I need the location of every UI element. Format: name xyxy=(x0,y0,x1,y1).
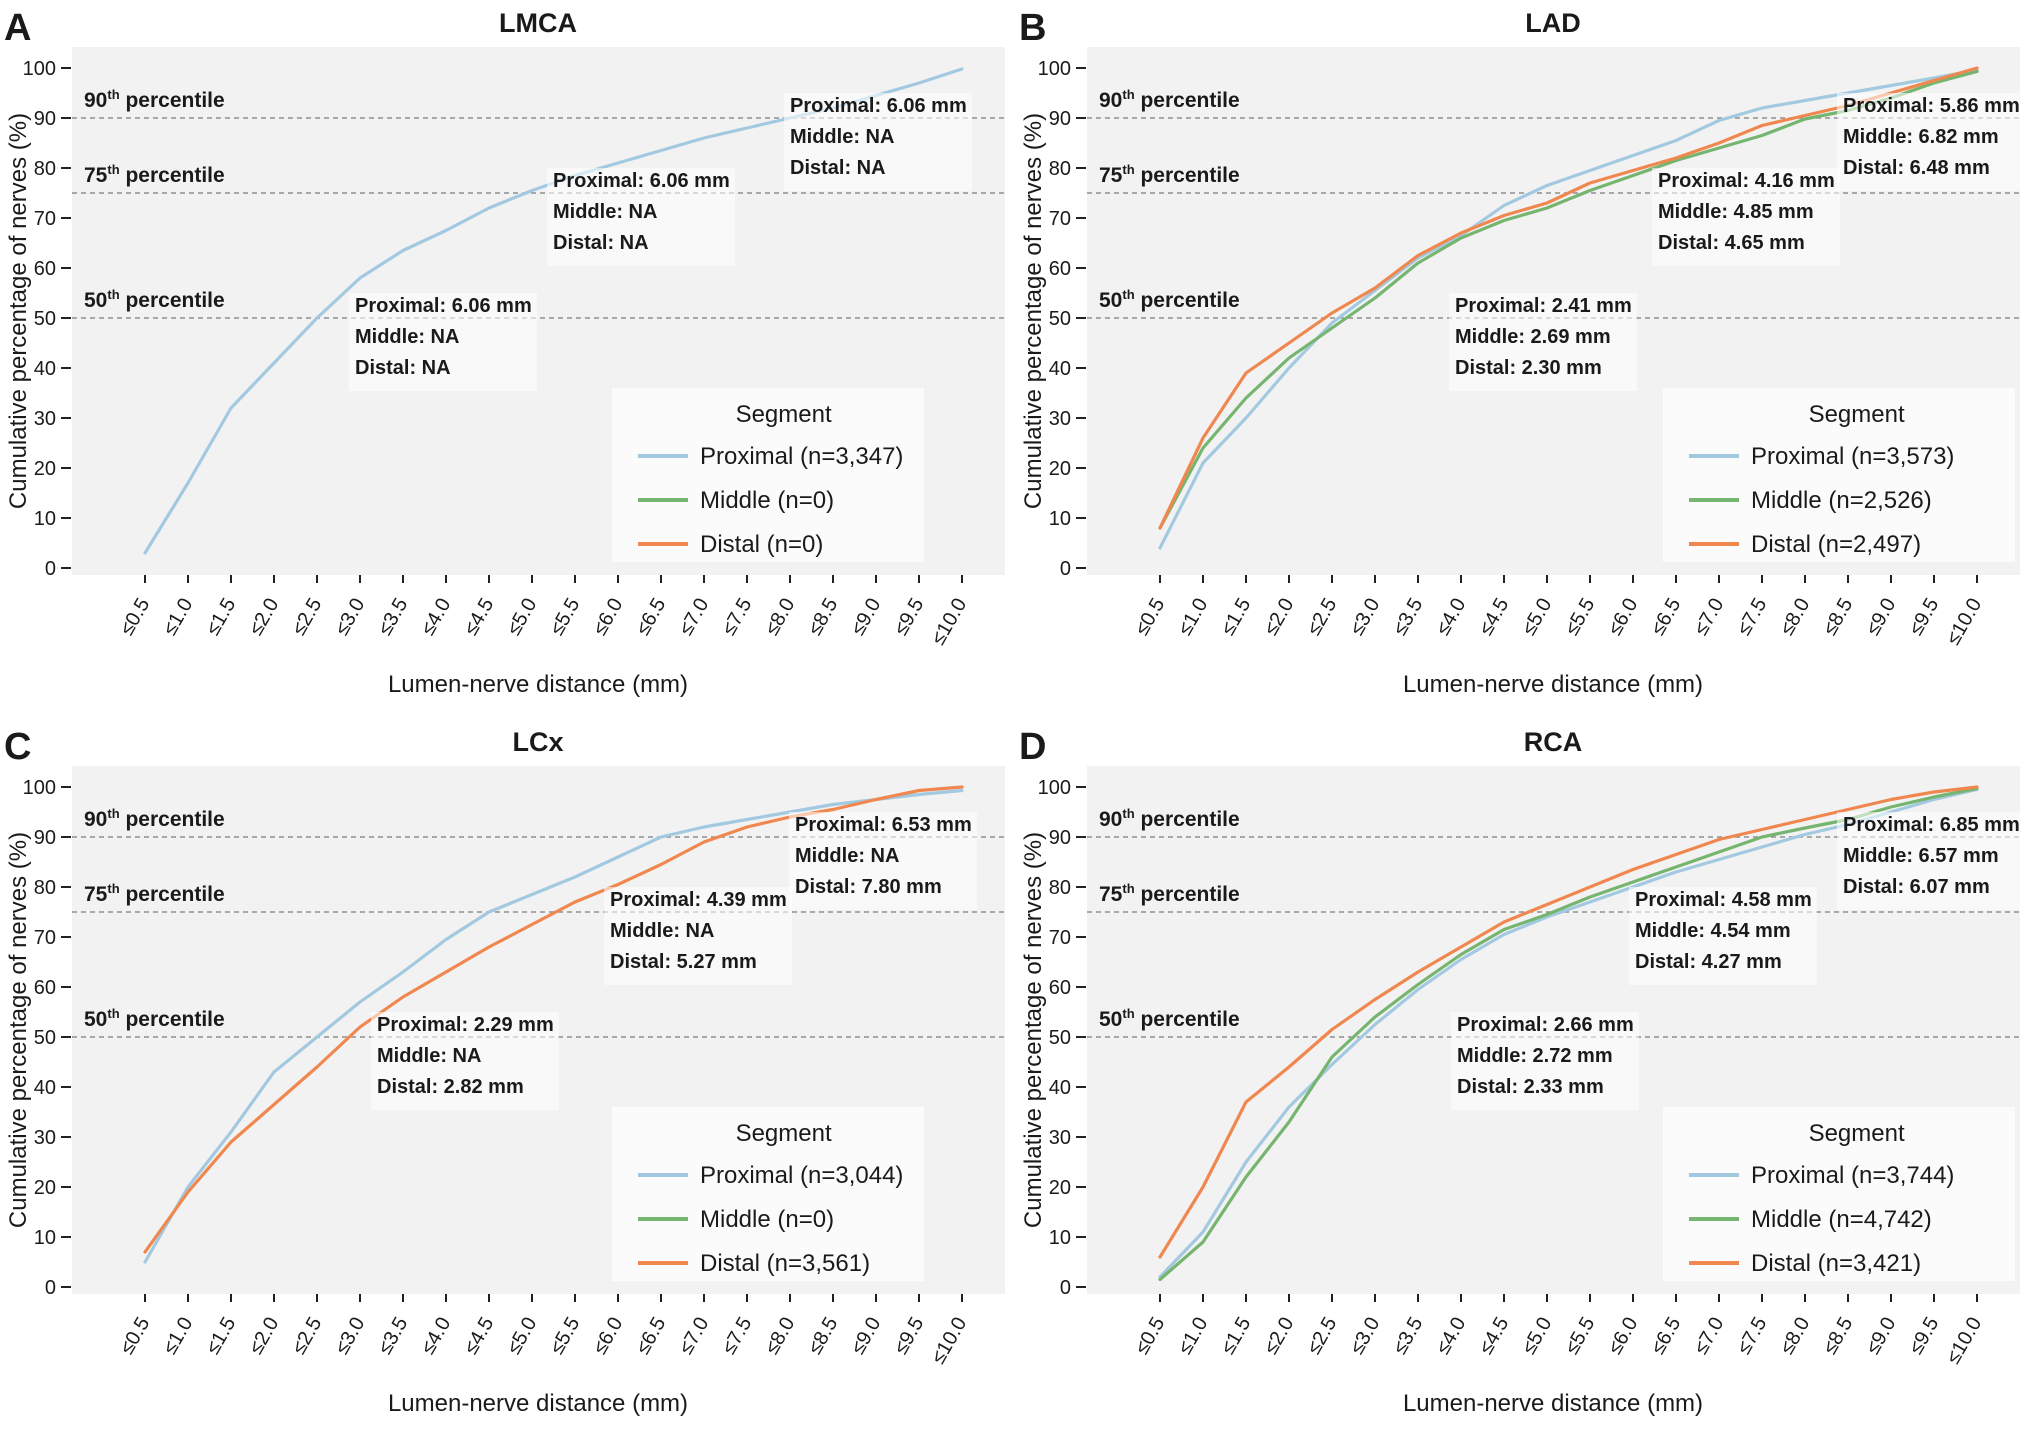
y-tick-label: 60 xyxy=(33,258,56,280)
y-tick-label: 70 xyxy=(33,208,56,230)
percentile-label-superscript: th xyxy=(1122,1006,1135,1021)
x-tick-label: ≤4.0 xyxy=(416,1313,456,1359)
x-tick-label: ≤6.0 xyxy=(1603,1313,1643,1359)
annotation-p75-line: Middle: 4.54 mm xyxy=(1635,920,1791,942)
percentile-label-number: 50 xyxy=(84,289,108,312)
y-tick-label: 90 xyxy=(1048,108,1071,130)
percentile-label-superscript: th xyxy=(1122,806,1135,821)
y-tick-label: 90 xyxy=(33,827,56,849)
percentile-label-superscript: th xyxy=(107,1006,120,1021)
x-tick-label: ≤0.5 xyxy=(115,1313,155,1359)
annotation-p90-line: Distal: 6.07 mm xyxy=(1843,876,1990,898)
annotation-p90-line: Middle: 6.57 mm xyxy=(1843,845,1999,867)
panel-title: LMCA xyxy=(499,8,577,38)
annotation-p75-line: Proximal: 4.58 mm xyxy=(1635,889,1812,911)
y-axis-title: Cumulative percentage of nerves (%) xyxy=(5,112,32,510)
annotation-p50-line: Middle: NA xyxy=(355,326,460,348)
x-tick-label: ≤2.0 xyxy=(244,1313,284,1359)
x-tick-label: ≤4.0 xyxy=(1431,594,1471,640)
legend-label-proximal: Proximal (n=3,573) xyxy=(1751,443,1955,470)
x-tick-label: ≤3.5 xyxy=(1388,594,1428,640)
y-tick-label: 100 xyxy=(1037,777,1071,799)
x-tick-label: ≤9.0 xyxy=(1861,594,1901,640)
y-tick-label: 0 xyxy=(1059,1277,1071,1299)
legend-title: Segment xyxy=(735,1120,832,1147)
legend-label-middle: Middle (n=0) xyxy=(700,487,835,514)
x-tick-label: ≤6.0 xyxy=(588,1313,628,1359)
x-tick-label: ≤2.0 xyxy=(1259,1313,1299,1359)
legend-label-proximal: Proximal (n=3,744) xyxy=(1751,1162,1955,1189)
y-tick-label: 10 xyxy=(33,1227,56,1249)
x-tick-label: ≤4.5 xyxy=(459,1313,499,1359)
x-tick-label: ≤5.5 xyxy=(1560,1313,1600,1359)
percentile-label-superscript: th xyxy=(1122,287,1135,302)
panel-lcx xyxy=(0,719,1015,1438)
y-tick-label: 10 xyxy=(1048,508,1071,530)
x-tick-label: ≤10.0 xyxy=(927,594,972,649)
x-tick-label: ≤1.0 xyxy=(1173,1313,1213,1359)
y-tick-label: 70 xyxy=(1048,927,1071,949)
x-tick-label: ≤4.5 xyxy=(1474,1313,1514,1359)
percentile-label-text: percentile xyxy=(1134,1008,1240,1031)
annotation-p75-line: Proximal: 4.39 mm xyxy=(610,889,787,911)
annotation-p50-line: Distal: NA xyxy=(355,357,451,379)
y-tick-label: 0 xyxy=(44,1277,56,1299)
y-tick-label: 80 xyxy=(1048,158,1071,180)
x-tick-label: ≤1.5 xyxy=(1216,594,1256,640)
y-tick-label: 40 xyxy=(33,1077,56,1099)
annotation-p50-line: Middle: 2.69 mm xyxy=(1455,326,1611,348)
x-tick-label: ≤5.5 xyxy=(545,594,585,640)
y-axis-title: Cumulative percentage of nerves (%) xyxy=(1020,831,1047,1229)
annotation-p50-line: Proximal: 2.41 mm xyxy=(1455,295,1632,317)
y-tick-label: 30 xyxy=(1048,408,1071,430)
annotation-p50-line: Middle: NA xyxy=(377,1045,482,1067)
x-tick-label: ≤7.5 xyxy=(1732,594,1772,640)
percentile-label-number: 75 xyxy=(1099,164,1123,187)
y-tick-label: 60 xyxy=(1048,258,1071,280)
y-tick-label: 60 xyxy=(1048,977,1071,999)
annotation-p50-line: Distal: 2.30 mm xyxy=(1455,357,1602,379)
x-tick-label: ≤3.0 xyxy=(330,1313,370,1359)
y-tick-label: 30 xyxy=(33,1127,56,1149)
x-tick-label: ≤9.0 xyxy=(846,594,886,640)
x-tick-label: ≤2.5 xyxy=(1302,594,1342,640)
panel-title: LCx xyxy=(512,727,564,757)
percentile-label-superscript: th xyxy=(107,806,120,821)
percentile-label-superscript: th xyxy=(1122,162,1135,177)
percentile-label-superscript: th xyxy=(107,162,120,177)
percentile-90-label xyxy=(84,87,225,112)
y-tick-label: 80 xyxy=(33,877,56,899)
panel-rca xyxy=(1015,719,2030,1438)
x-tick-label: ≤10.0 xyxy=(1942,594,1987,649)
panel-lad xyxy=(1015,0,2030,719)
x-axis-title: Lumen-nerve distance (mm) xyxy=(1402,1390,1704,1417)
percentile-label-number: 75 xyxy=(84,164,108,187)
annotation-p75-line: Distal: 4.27 mm xyxy=(1635,951,1782,973)
y-tick-label: 0 xyxy=(44,558,56,580)
x-tick-label: ≤4.5 xyxy=(1474,594,1514,640)
percentile-50-label xyxy=(84,1006,225,1031)
x-tick-label: ≤9.0 xyxy=(846,1313,886,1359)
percentile-label-number: 90 xyxy=(1099,89,1123,112)
x-tick-label: ≤6.0 xyxy=(588,594,628,640)
y-tick-label: 80 xyxy=(33,158,56,180)
x-tick-label: ≤10.0 xyxy=(927,1313,972,1368)
y-tick-label: 60 xyxy=(33,977,56,999)
y-tick-label: 20 xyxy=(1048,458,1071,480)
x-tick-label: ≤2.5 xyxy=(1302,1313,1342,1359)
y-tick-label: 100 xyxy=(1037,58,1071,80)
x-tick-label: ≤9.5 xyxy=(889,594,929,640)
x-tick-label: ≤0.5 xyxy=(1130,1313,1170,1359)
x-tick-label: ≤3.5 xyxy=(373,594,413,640)
percentile-label-number: 90 xyxy=(84,89,108,112)
x-tick-label: ≤7.0 xyxy=(1689,594,1729,640)
percentile-label-number: 90 xyxy=(1099,808,1123,831)
annotation-p90-line: Proximal: 6.53 mm xyxy=(795,814,972,836)
chart-C xyxy=(0,719,1015,1438)
x-tick-label: ≤5.0 xyxy=(1517,594,1557,640)
y-tick-label: 50 xyxy=(1048,1027,1071,1049)
x-tick-label: ≤1.5 xyxy=(201,594,241,640)
percentile-90-label xyxy=(1099,806,1240,831)
percentile-label-text: percentile xyxy=(119,1008,225,1031)
legend-label-middle: Middle (n=4,742) xyxy=(1751,1206,1932,1233)
x-tick-label: ≤7.0 xyxy=(1689,1313,1729,1359)
percentile-75-label xyxy=(84,162,225,187)
annotation-p50-line: Proximal: 2.29 mm xyxy=(377,1014,554,1036)
y-tick-label: 10 xyxy=(1048,1227,1071,1249)
percentile-label-superscript: th xyxy=(107,881,120,896)
percentile-label-text: percentile xyxy=(1134,289,1240,312)
y-tick-label: 0 xyxy=(1059,558,1071,580)
y-tick-label: 100 xyxy=(22,777,56,799)
x-tick-label: ≤6.5 xyxy=(631,1313,671,1359)
annotation-p75-line: Proximal: 4.16 mm xyxy=(1658,170,1835,192)
legend-label-distal: Distal (n=3,421) xyxy=(1751,1250,1922,1277)
x-tick-label: ≤5.5 xyxy=(1560,594,1600,640)
x-tick-label: ≤2.5 xyxy=(287,594,327,640)
annotation-p90-line: Proximal: 5.86 mm xyxy=(1843,95,2020,117)
panel-lmca xyxy=(0,0,1015,719)
x-tick-label: ≤5.0 xyxy=(1517,1313,1557,1359)
y-tick-label: 90 xyxy=(1048,827,1071,849)
annotation-p90-line: Middle: NA xyxy=(795,845,900,867)
percentile-50-label xyxy=(1099,287,1240,312)
x-tick-label: ≤8.0 xyxy=(1775,1313,1815,1359)
x-tick-label: ≤9.0 xyxy=(1861,1313,1901,1359)
y-tick-label: 20 xyxy=(1048,1177,1071,1199)
x-tick-label: ≤8.0 xyxy=(1775,594,1815,640)
y-tick-label: 20 xyxy=(33,458,56,480)
annotation-p75-line: Proximal: 6.06 mm xyxy=(553,170,730,192)
percentile-75-label xyxy=(1099,162,1240,187)
y-tick-label: 50 xyxy=(1048,308,1071,330)
annotation-p75-line: Middle: 4.85 mm xyxy=(1658,201,1814,223)
legend-label-distal: Distal (n=0) xyxy=(700,531,824,558)
percentile-75-label xyxy=(84,881,225,906)
panel-letter: D xyxy=(1019,726,1047,768)
x-tick-label: ≤3.5 xyxy=(1388,1313,1428,1359)
x-tick-label: ≤5.5 xyxy=(545,1313,585,1359)
y-tick-label: 40 xyxy=(1048,358,1071,380)
x-tick-label: ≤6.5 xyxy=(1646,1313,1686,1359)
x-tick-label: ≤1.0 xyxy=(158,594,198,640)
percentile-50-label xyxy=(84,287,225,312)
panel-title: RCA xyxy=(1523,727,1583,757)
x-tick-label: ≤9.5 xyxy=(889,1313,929,1359)
y-axis-title: Cumulative percentage of nerves (%) xyxy=(5,831,32,1229)
legend-label-proximal: Proximal (n=3,347) xyxy=(700,443,904,470)
panel-letter: C xyxy=(4,726,32,768)
legend-title: Segment xyxy=(1808,401,1905,428)
x-tick-label: ≤8.5 xyxy=(803,594,843,640)
x-tick-label: ≤6.5 xyxy=(1646,594,1686,640)
percentile-label-text: percentile xyxy=(119,808,225,831)
percentile-label-text: percentile xyxy=(119,89,225,112)
panel-letter: B xyxy=(1019,7,1047,49)
percentile-label-text: percentile xyxy=(1134,164,1240,187)
x-tick-label: ≤5.0 xyxy=(502,594,542,640)
annotation-p90-line: Proximal: 6.85 mm xyxy=(1843,814,2020,836)
x-tick-label: ≤4.5 xyxy=(459,594,499,640)
x-axis-title: Lumen-nerve distance (mm) xyxy=(387,671,689,698)
panel-title: LAD xyxy=(1525,8,1581,38)
annotation-p50-line: Distal: 2.33 mm xyxy=(1457,1076,1604,1098)
x-tick-label: ≤1.0 xyxy=(1173,594,1213,640)
legend-label-middle: Middle (n=0) xyxy=(700,1206,835,1233)
panel-letter: A xyxy=(4,7,32,49)
percentile-label-number: 50 xyxy=(84,1008,108,1031)
legend-label-middle: Middle (n=2,526) xyxy=(1751,487,1932,514)
x-tick-label: ≤4.0 xyxy=(1431,1313,1471,1359)
percentile-label-number: 50 xyxy=(1099,1008,1123,1031)
x-tick-label: ≤2.0 xyxy=(1259,594,1299,640)
percentile-90-label xyxy=(84,806,225,831)
x-tick-label: ≤2.0 xyxy=(244,594,284,640)
x-tick-label: ≤10.0 xyxy=(1942,1313,1987,1368)
percentile-75-label xyxy=(1099,881,1240,906)
x-axis-title: Lumen-nerve distance (mm) xyxy=(387,1390,689,1417)
annotation-p75-line: Middle: NA xyxy=(553,201,658,223)
percentile-50-label xyxy=(1099,1006,1240,1031)
y-tick-label: 80 xyxy=(1048,877,1071,899)
y-tick-label: 70 xyxy=(33,927,56,949)
legend-title: Segment xyxy=(735,401,832,428)
x-tick-label: ≤7.5 xyxy=(717,594,757,640)
y-axis-title: Cumulative percentage of nerves (%) xyxy=(1020,112,1047,510)
y-tick-label: 30 xyxy=(33,408,56,430)
annotation-p90-line: Distal: 7.80 mm xyxy=(795,876,942,898)
y-tick-label: 40 xyxy=(1048,1077,1071,1099)
annotation-p50-line: Proximal: 6.06 mm xyxy=(355,295,532,317)
annotation-p90-line: Distal: 6.48 mm xyxy=(1843,157,1990,179)
percentile-label-superscript: th xyxy=(1122,87,1135,102)
x-tick-label: ≤3.5 xyxy=(373,1313,413,1359)
percentile-90-label xyxy=(1099,87,1240,112)
percentile-label-superscript: th xyxy=(107,87,120,102)
percentile-label-text: percentile xyxy=(1134,883,1240,906)
x-tick-label: ≤8.5 xyxy=(1818,1313,1858,1359)
annotation-p90-line: Proximal: 6.06 mm xyxy=(790,95,967,117)
y-tick-label: 10 xyxy=(33,508,56,530)
x-tick-label: ≤7.5 xyxy=(1732,1313,1772,1359)
percentile-label-text: percentile xyxy=(119,883,225,906)
x-tick-label: ≤6.0 xyxy=(1603,594,1643,640)
legend-label-distal: Distal (n=2,497) xyxy=(1751,531,1922,558)
x-tick-label: ≤9.5 xyxy=(1904,1313,1944,1359)
y-tick-label: 70 xyxy=(1048,208,1071,230)
percentile-label-number: 75 xyxy=(84,883,108,906)
annotation-p75-line: Distal: 4.65 mm xyxy=(1658,232,1805,254)
percentile-label-text: percentile xyxy=(1134,808,1240,831)
x-tick-label: ≤1.5 xyxy=(201,1313,241,1359)
x-tick-label: ≤4.0 xyxy=(416,594,456,640)
annotation-p75-line: Distal: 5.27 mm xyxy=(610,951,757,973)
annotation-p50-line: Middle: 2.72 mm xyxy=(1457,1045,1613,1067)
x-tick-label: ≤3.0 xyxy=(330,594,370,640)
x-tick-label: ≤5.0 xyxy=(502,1313,542,1359)
x-tick-label: ≤1.5 xyxy=(1216,1313,1256,1359)
annotation-p75-line: Distal: NA xyxy=(553,232,649,254)
percentile-label-superscript: th xyxy=(1122,881,1135,896)
x-tick-label: ≤3.0 xyxy=(1345,594,1385,640)
x-tick-label: ≤0.5 xyxy=(1130,594,1170,640)
legend-title: Segment xyxy=(1808,1120,1905,1147)
annotation-p75-line: Middle: NA xyxy=(610,920,715,942)
chart-B xyxy=(1015,0,2030,719)
annotation-p50-line: Proximal: 2.66 mm xyxy=(1457,1014,1634,1036)
x-tick-label: ≤8.0 xyxy=(760,594,800,640)
annotation-p50-line: Distal: 2.82 mm xyxy=(377,1076,524,1098)
y-tick-label: 50 xyxy=(33,308,56,330)
x-tick-label: ≤1.0 xyxy=(158,1313,198,1359)
x-tick-label: ≤7.0 xyxy=(674,594,714,640)
y-tick-label: 40 xyxy=(33,358,56,380)
y-tick-label: 30 xyxy=(1048,1127,1071,1149)
percentile-label-superscript: th xyxy=(107,287,120,302)
annotation-p90-line: Middle: NA xyxy=(790,126,895,148)
legend-label-proximal: Proximal (n=3,044) xyxy=(700,1162,904,1189)
y-tick-label: 20 xyxy=(33,1177,56,1199)
percentile-label-text: percentile xyxy=(119,289,225,312)
x-tick-label: ≤6.5 xyxy=(631,594,671,640)
percentile-label-number: 75 xyxy=(1099,883,1123,906)
x-tick-label: ≤7.5 xyxy=(717,1313,757,1359)
chart-A xyxy=(0,0,1015,719)
x-tick-label: ≤2.5 xyxy=(287,1313,327,1359)
x-tick-label: ≤9.5 xyxy=(1904,594,1944,640)
percentile-label-number: 50 xyxy=(1099,289,1123,312)
chart-D xyxy=(1015,719,2030,1438)
percentile-label-number: 90 xyxy=(84,808,108,831)
y-tick-label: 50 xyxy=(33,1027,56,1049)
y-tick-label: 100 xyxy=(22,58,56,80)
percentile-label-text: percentile xyxy=(1134,89,1240,112)
x-tick-label: ≤8.5 xyxy=(803,1313,843,1359)
annotation-p90-line: Middle: 6.82 mm xyxy=(1843,126,1999,148)
x-tick-label: ≤8.5 xyxy=(1818,594,1858,640)
x-tick-label: ≤8.0 xyxy=(760,1313,800,1359)
percentile-label-text: percentile xyxy=(119,164,225,187)
x-axis-title: Lumen-nerve distance (mm) xyxy=(1402,671,1704,698)
legend-label-distal: Distal (n=3,561) xyxy=(700,1250,871,1277)
x-tick-label: ≤3.0 xyxy=(1345,1313,1385,1359)
annotation-p90-line: Distal: NA xyxy=(790,157,886,179)
x-tick-label: ≤0.5 xyxy=(115,594,155,640)
y-tick-label: 90 xyxy=(33,108,56,130)
x-tick-label: ≤7.0 xyxy=(674,1313,714,1359)
